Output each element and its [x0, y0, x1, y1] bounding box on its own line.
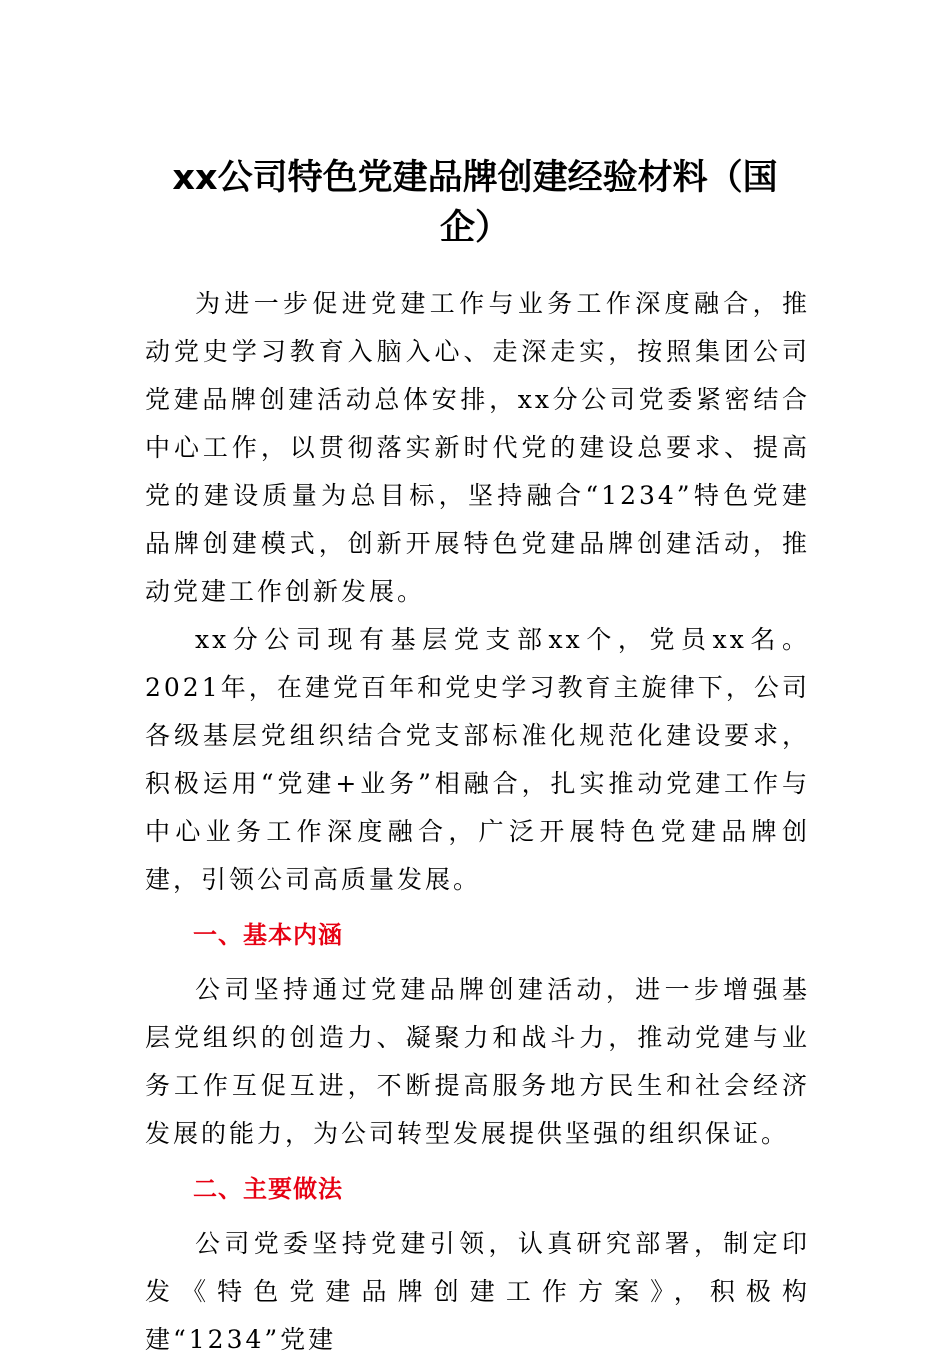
- intro-paragraph-1: 为进一步促进党建工作与业务工作深度融合，推动党史学习教育入脑入心、走深走实，按照集团公司党建品牌创建活动总体安排，xx分公司党委紧密结合中心工作，以贯彻落实新时代党的建设总要求、提高党的建设质量为总目标，坚持融合“1234”特色党建品牌创建模式，创新开展特色党建品牌创建活动，推动党建工作创新发展。: [145, 289, 810, 606]
- intro-paragraph-2: xx分公司现有基层党支部xx个，党员xx名。2021年，在建党百年和党史学习教育主旋律下，公司各级基层党组织结合党支部标准化规范化建设要求，积极运用“党建+业务”相融合，扎实推动党建工作与中心业务工作深度融合，广泛开展特色党建品牌创建，引领公司高质量发展。: [145, 625, 810, 894]
- document-title-line-2: 企）: [439, 208, 510, 248]
- section-heading-main-practices: 二、主要做法: [193, 1175, 343, 1203]
- section-heading-basic-connotation: 一、基本内涵: [193, 921, 343, 949]
- section-2-paragraph: 公司党委坚持党建引领，认真研究部署，制定印发《特色党建品牌创建工作方案》，积极构建“1234”党建: [145, 1229, 810, 1354]
- document-title-line-1: xx公司特色党建品牌创建经验材料（国: [172, 158, 778, 198]
- document-body: [145, 280, 810, 1364]
- section-1-paragraph: 公司坚持通过党建品牌创建活动，进一步增强基层党组织的创造力、凝聚力和战斗力，推动党建与业务工作互促互进，不断提高服务地方民生和社会经济发展的能力，为公司转型发展提供坚强的组织保证。: [145, 975, 810, 1148]
